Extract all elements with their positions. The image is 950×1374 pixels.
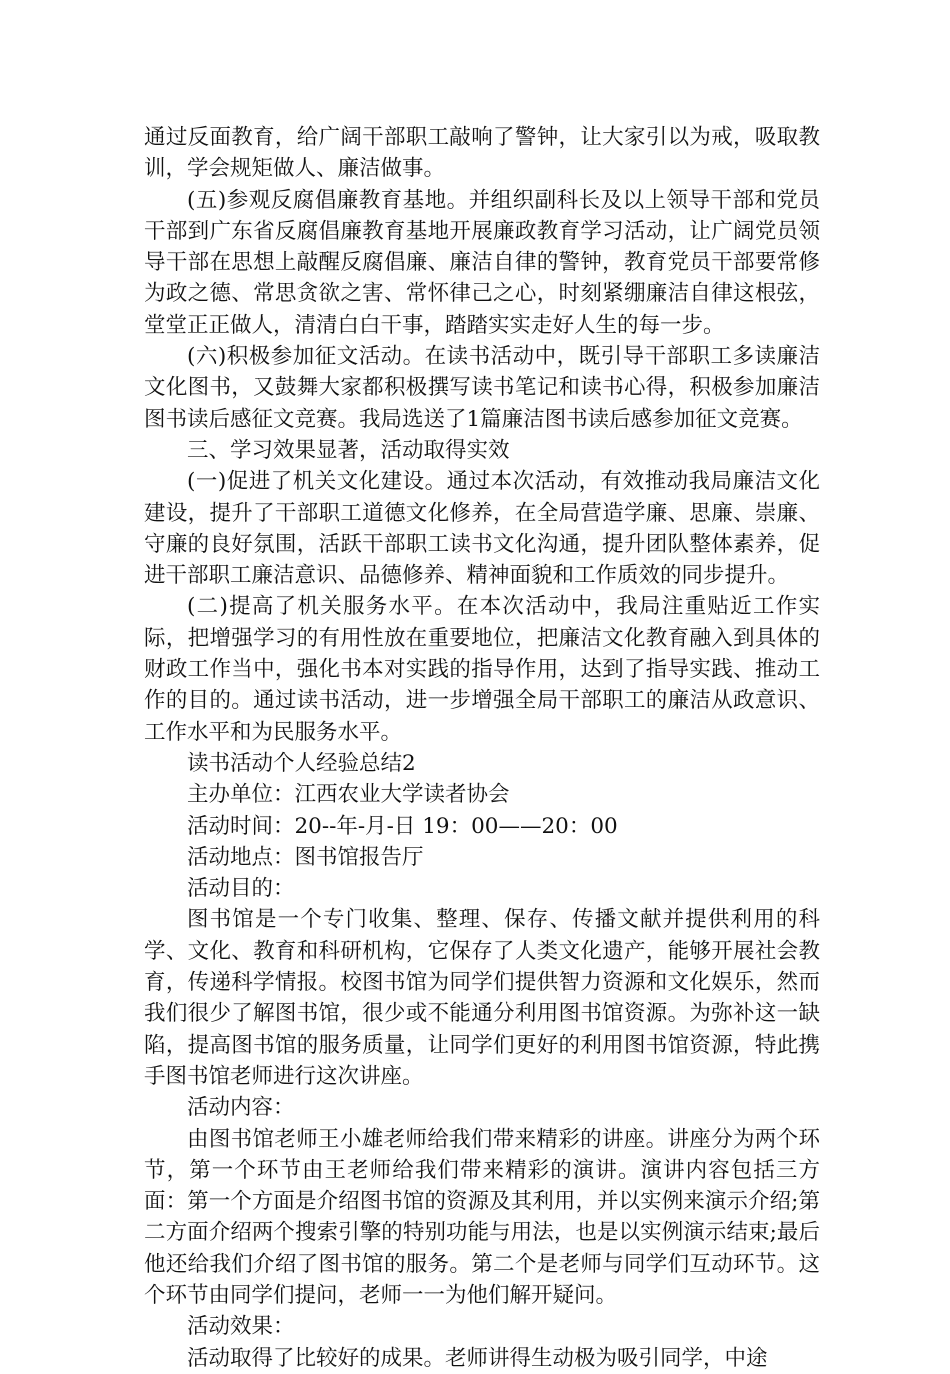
document-body [144,122,820,1374]
purpose-label: 活动目的： [187,876,295,902]
organizer-line: 主办单位：江西农业大学读者协会 [187,782,510,808]
section-heading-results: 三、学习效果显著，活动取得实效 [187,437,510,463]
time-line: 活动时间：20--年-月-日 19：00——20：00 [187,813,618,839]
paragraph-purpose: 图书馆是一个专门收集、整理、保存、传播文献并提供利用的科学、文化、教育和科研机构，它保存了人类文化遗产，能够开展社会教育，传递科学情报。校图书馆为同学们提供智力资源和文化娱乐，然而我们很少了解图书馆，很少或不能通分利用图书馆资源。为弥补这一缺陷，提高图书馆的服务质量，让同学们更好的利用图书馆资源，特此携手图书馆老师进行这次讲座。 [144,907,820,1089]
paragraph-service-level: (二)提高了机关服务水平。在本次活动中，我局注重贴近工作实际，把增强学习的有用性放在重要地位，把廉洁文化教育融入到具体的财政工作当中，强化书本对实践的指导作用，达到了指导实践、推动工作的目的。通过读书活动，进一步增强全局干部职工的廉洁从政意识、工作水平和为民服务水平。 [144,594,820,745]
paragraph-visit-base: (五)参观反腐倡廉教育基地。并组织副科长及以上领导干部和党员干部到广东省反腐倡廉教育基地开展廉政教育学习活动，让广阔党员领导干部在思想上敲醒反腐倡廉、廉洁自律的警钟，教育党员干部要常修为政之德、常思贪欲之害、常怀律己之心，时刻紧绷廉洁自律这根弦，堂堂正正做人，清清白白干事，踏踏实实走好人生的每一步。 [144,187,820,338]
paragraph-effect: 活动取得了比较好的成果。老师讲得生动极为吸引同学，中途 [187,1345,768,1371]
effect-label: 活动效果： [187,1314,295,1340]
paragraph-culture-building: (一)促进了机关文化建设。通过本次活动，有效推动我局廉洁文化建设，提升了干部职工道德文化修养，在全局营造学廉、思廉、崇廉、守廉的良好氛围，活跃干部职工读书文化沟通，提升团队整体素养，促进干部职工廉洁意识、品德修养、精神面貌和工作质效的同步提升。 [144,469,820,589]
document-subtitle: 读书活动个人经验总结2 [187,750,416,776]
location-line: 活动地点：图书馆报告厅 [187,844,424,870]
paragraph-content: 由图书馆老师王小雄老师给我们带来精彩的讲座。讲座分为两个环节，第一个环节由王老师给我们带来精彩的演讲。演讲内容包括三方面：第一个方面是介绍图书馆的资源及其利用，并以实例来演示介绍;第二方面介绍两个搜索引擎的特别功能与用法，也是以实例演示结束;最后他还给我们介绍了图书馆的服务。第二个是老师与同学们互动环节。这个环节由同学们提问，老师一一为他们解开疑问。 [144,1126,820,1308]
paragraph-essay-contest: (六)积极参加征文活动。在读书活动中，既引导干部职工多读廉洁文化图书，又鼓舞大家都积极撰写读书笔记和读书心得，积极参加廉洁图书读后感征文竞赛。我局选送了1篇廉洁图书读后感参加征文竞赛。 [144,344,820,432]
paragraph-continuation: 通过反面教育，给广阔干部职工敲响了警钟，让大家引以为戒，吸取教训，学会规矩做人、廉洁做事。 [144,125,820,182]
content-label: 活动内容： [187,1095,295,1121]
